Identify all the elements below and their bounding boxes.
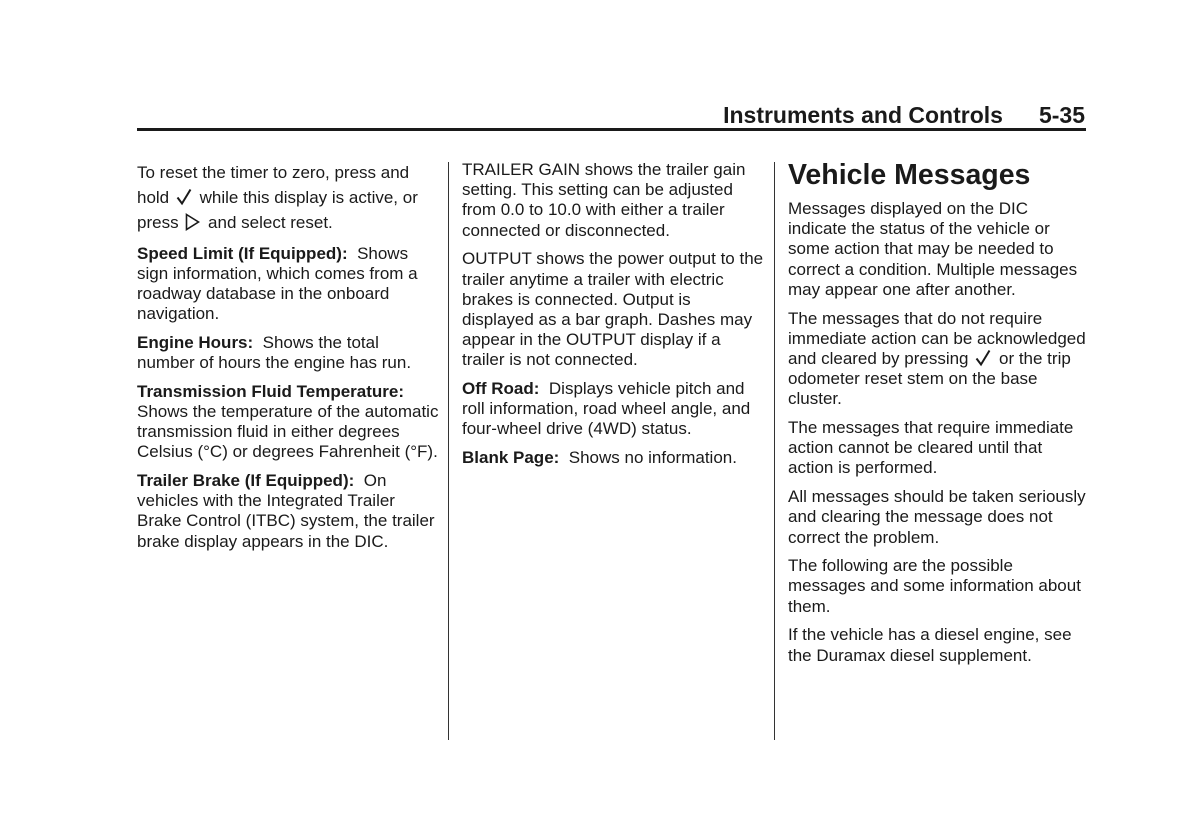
checkmark-icon	[975, 349, 991, 367]
engine-hours-term: Engine Hours:	[137, 332, 254, 352]
acknowledge-text-1: The messages that do not require immediate action can be acknowledged and cleared by pressing	[788, 308, 1086, 368]
checkmark-icon	[176, 188, 192, 206]
speed-limit-text: Shows sign information, which comes from a roadway database in the onboard navigation.	[137, 243, 418, 324]
acknowledge-text-2: or the trip odometer reset stem on the base cluster.	[788, 348, 1071, 409]
engine-hours-paragraph	[137, 333, 439, 373]
off-road-term: Off Road:	[462, 379, 540, 399]
reset-timer-paragraph	[137, 160, 439, 235]
page-number: 5-35	[1038, 102, 1085, 128]
off-road-paragraph	[462, 379, 764, 440]
immediate-action-paragraph: The messages that require immediate action cannot be cleared until that action is performed.	[788, 418, 1074, 478]
possible-messages-paragraph: The following are the possible messages and some information about them.	[788, 556, 1081, 616]
speed-limit-paragraph	[137, 244, 439, 325]
column-left	[137, 160, 439, 560]
reset-text-3: and select reset.	[208, 213, 333, 232]
blank-page-paragraph	[462, 448, 764, 468]
trailer-brake-term: Trailer Brake (If Equipped):	[137, 471, 355, 491]
section-title: Instruments and Controls	[723, 102, 1003, 128]
page-header	[723, 100, 1085, 130]
output-paragraph: OUTPUT shows the power output to the trailer anytime a trailer with electric brakes is connected. Output is displayed as a bar graph. Dashes may appear in the OUTPUT display if a trailer is not connected.	[462, 249, 764, 370]
trailer-gain-paragraph: TRAILER GAIN shows the trailer gain setting. This setting can be adjusted from 0.0 to 10.0 with either a trailer connected or disconnected.	[462, 160, 746, 240]
trailer-brake-paragraph	[137, 471, 439, 552]
section-heading: Vehicle Messages	[788, 159, 1031, 191]
column-divider	[448, 162, 449, 740]
trans-fluid-term: Transmission Fluid Temperature:	[137, 381, 405, 401]
acknowledge-paragraph	[788, 309, 1088, 410]
reset-text-1: To reset the timer to zero, press and hold	[137, 163, 410, 207]
blank-page-term: Blank Page:	[462, 448, 560, 468]
reset-text-2: while this display is active, or press	[137, 188, 418, 232]
off-road-text: Displays vehicle pitch and roll information, road wheel angle, and four-wheel drive (4WD) status.	[462, 379, 751, 439]
engine-hours-text: Shows the total number of hours the engine has run.	[137, 332, 412, 373]
trans-fluid-text: Shows the temperature of the automatic transmission fluid in either degrees Celsius (°C) or degrees Fahrenheit (°F).	[137, 401, 439, 462]
seriously-paragraph: All messages should be taken seriously and clearing the message does not correct the problem.	[788, 487, 1086, 547]
diesel-paragraph: If the vehicle has a diesel engine, see the Duramax diesel supplement.	[788, 625, 1072, 665]
column-middle	[462, 160, 764, 477]
trailer-brake-text: On vehicles with the Integrated Trailer Brake Control (ITBC) system, the trailer brake display appears in the DIC.	[137, 471, 435, 551]
speed-limit-term: Speed Limit (If Equipped):	[137, 243, 348, 263]
header-rule	[137, 128, 1086, 131]
column-right	[788, 158, 1088, 674]
trans-fluid-paragraph	[137, 382, 439, 463]
column-divider	[774, 162, 775, 740]
blank-page-text: Shows no information.	[568, 448, 737, 468]
messages-intro-paragraph: Messages displayed on the DIC indicate the status of the vehicle or some action that may be needed to correct a condition. Multiple messages may appear one after another.	[788, 199, 1078, 299]
right-triangle-icon	[185, 213, 200, 231]
